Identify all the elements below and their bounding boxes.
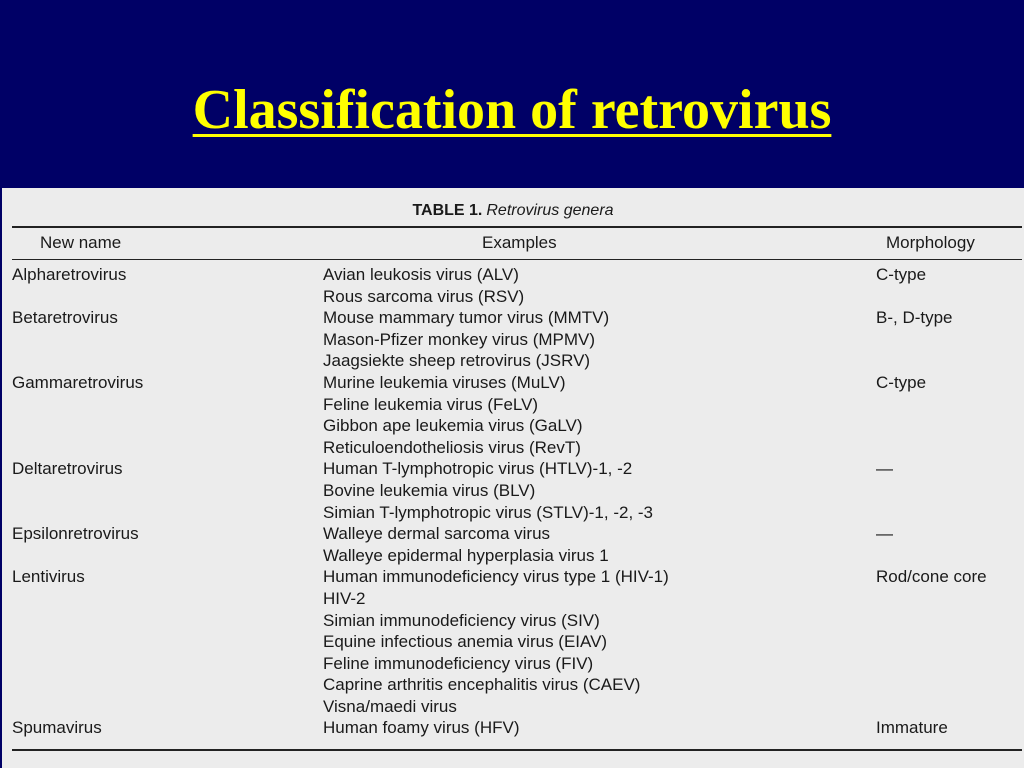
table-row bbox=[2, 307, 1024, 372]
examples-cell bbox=[323, 566, 1024, 717]
example-virus: Equine infectious anemia virus (EIAV) bbox=[323, 632, 608, 652]
example-virus: Simian immunodeficiency virus (SIV) bbox=[323, 610, 600, 630]
example-virus: Reticuloendotheliosis virus (RevT) bbox=[323, 437, 581, 457]
table-row bbox=[2, 523, 1024, 566]
column-header-examples: Examples bbox=[482, 233, 557, 252]
genus-name: Deltaretrovirus bbox=[12, 459, 123, 479]
example-virus: Murine leukemia viruses (MuLV) bbox=[323, 372, 566, 392]
table-row bbox=[2, 566, 1024, 717]
example-virus: Jaagsiekte sheep retrovirus (JSRV) bbox=[323, 351, 591, 371]
example-virus: Feline leukemia virus (FeLV) bbox=[323, 394, 539, 414]
example-virus: Feline immunodeficiency virus (FIV) bbox=[323, 653, 594, 673]
morphology-value: — bbox=[876, 524, 893, 544]
table-caption-text: Retrovirus genera bbox=[486, 202, 614, 219]
example-virus: Rous sarcoma virus (RSV) bbox=[323, 286, 525, 306]
example-virus: Human immunodeficiency virus type 1 (HIV-1) bbox=[323, 567, 669, 587]
column-header-name: New name bbox=[40, 233, 122, 252]
bottom-rule bbox=[12, 749, 1022, 751]
table-row bbox=[2, 372, 1024, 458]
example-virus: Bovine leukemia virus (BLV) bbox=[323, 480, 536, 500]
genus-name: Lentivirus bbox=[12, 567, 85, 587]
example-virus: HIV-2 bbox=[323, 588, 366, 608]
table-caption bbox=[2, 202, 1024, 220]
morphology-value: C-type bbox=[876, 265, 927, 284]
column-header-morphology: Morphology bbox=[886, 233, 975, 252]
slide-title: Classification of retrovirus bbox=[192, 79, 832, 141]
example-virus: Avian leukosis virus (ALV) bbox=[323, 265, 519, 284]
table-row bbox=[2, 458, 1024, 523]
example-virus: Visna/maedi virus bbox=[323, 696, 457, 716]
examples-cell bbox=[323, 458, 1024, 523]
morphology-value: C-type bbox=[876, 372, 927, 392]
example-virus: Gibbon ape leukemia virus (GaLV) bbox=[323, 416, 583, 436]
example-virus: Human foamy virus (HFV) bbox=[323, 718, 520, 738]
table-row bbox=[2, 717, 1024, 739]
retrovirus-table bbox=[2, 188, 1024, 768]
genus-name: Betaretrovirus bbox=[12, 308, 118, 328]
table-body bbox=[2, 264, 1024, 739]
morphology-value: Immature bbox=[876, 718, 948, 738]
header-rule bbox=[12, 259, 1022, 260]
morphology-value: B-, D-type bbox=[876, 308, 953, 328]
genus-name: Gammaretrovirus bbox=[12, 372, 144, 392]
genus-name: Spumavirus bbox=[12, 718, 102, 738]
genus-name: Epsilonretrovirus bbox=[12, 524, 139, 544]
morphology-value: — bbox=[876, 459, 893, 479]
example-virus: Walleye epidermal hyperplasia virus 1 bbox=[323, 545, 609, 565]
example-virus: Caprine arthritis encephalitis virus (CAEV) bbox=[323, 675, 641, 695]
example-virus: Mouse mammary tumor virus (MMTV) bbox=[323, 308, 610, 328]
examples-cell bbox=[323, 523, 1024, 566]
table-caption-label: TABLE 1. bbox=[412, 202, 483, 219]
table-row bbox=[2, 264, 1024, 307]
top-rule bbox=[12, 226, 1022, 228]
example-virus: Simian T-lymphotropic virus (STLV)-1, -2, -3 bbox=[323, 502, 654, 522]
morphology-value: Rod/cone core bbox=[876, 567, 987, 587]
example-virus: Mason-Pfizer monkey virus (MPMV) bbox=[323, 329, 596, 349]
genus-name: Alpharetrovirus bbox=[12, 265, 127, 284]
example-virus: Human T-lymphotropic virus (HTLV)-1, -2 bbox=[323, 459, 633, 479]
example-virus: Walleye dermal sarcoma virus bbox=[323, 524, 551, 544]
